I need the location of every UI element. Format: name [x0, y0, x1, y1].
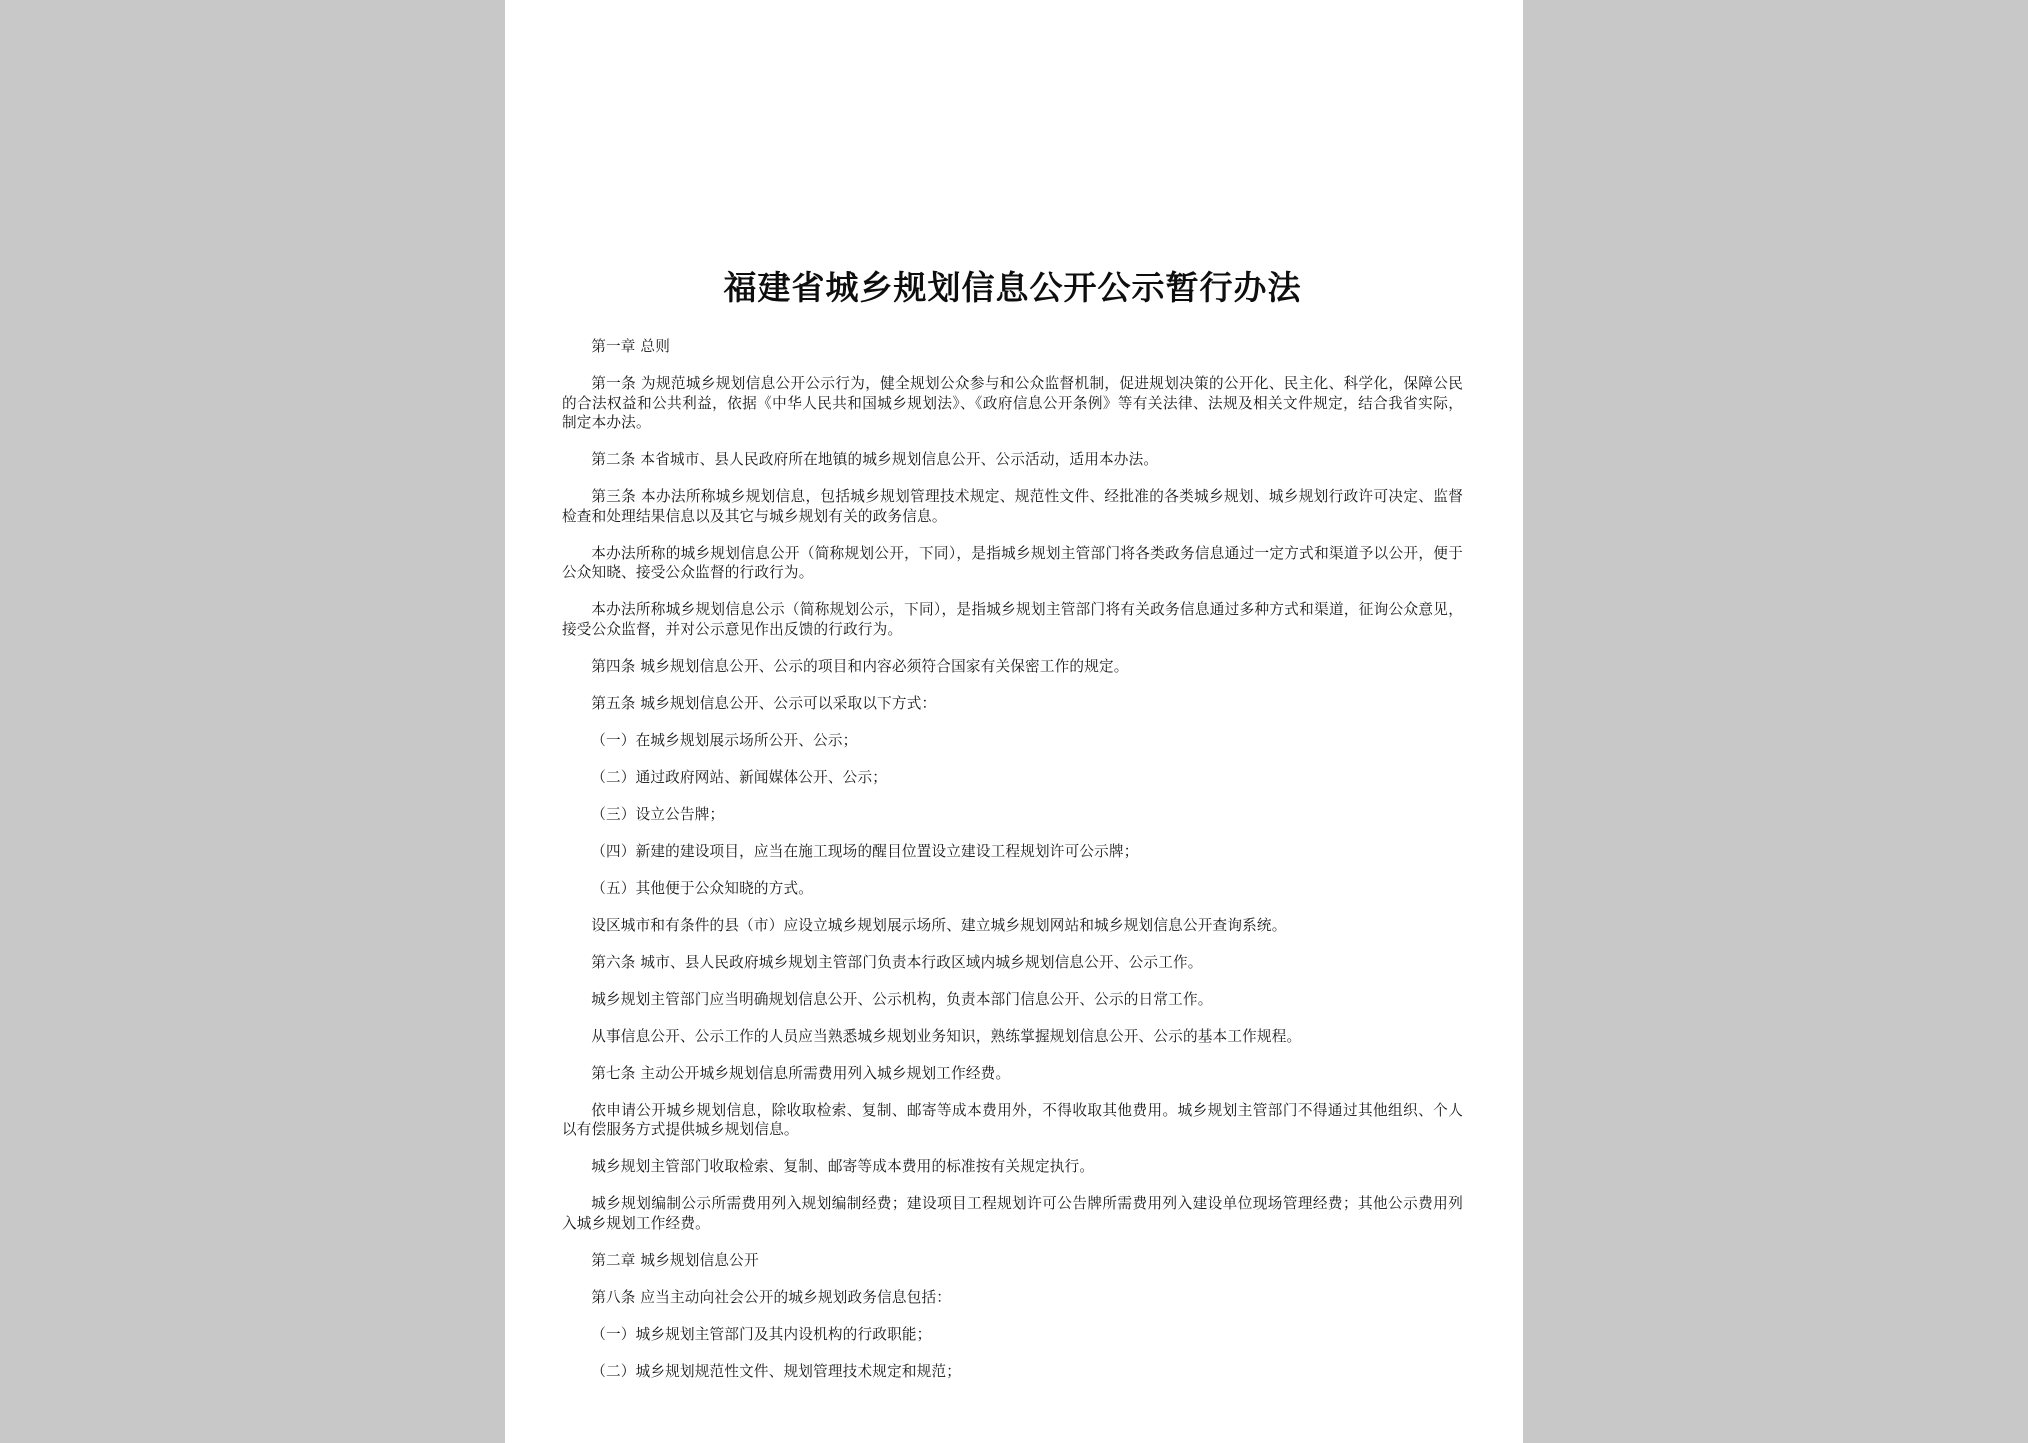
article-paragraph: 设区城市和有条件的县（市）应设立城乡规划展示场所、建立城乡规划网站和城乡规划信息公开查询系统。 — [591, 916, 1287, 934]
list-item: （一）城乡规划主管部门及其内设机构的行政职能； — [591, 1325, 932, 1343]
list-item: （一）在城乡规划展示场所公开、公示； — [591, 731, 858, 749]
article-paragraph: 第二条 本省城市、县人民政府所在地镇的城乡规划信息公开、公示活动，适用本办法。 — [591, 451, 1159, 468]
article-paragraph: 第四条 城乡规划信息公开、公示的项目和内容必须符合国家有关保密工作的规定。 — [591, 657, 1129, 675]
article-paragraph: 第五条 城乡规划信息公开、公示可以采取以下方式： — [591, 694, 937, 712]
chapter-heading: 第一章 总则 — [591, 338, 670, 355]
document-page — [505, 0, 1523, 1443]
list-item: （三）设立公告牌； — [591, 805, 725, 823]
article-paragraph: 本办法所称的城乡规划信息公开（简称规划公开，下同），是指城乡规划主管部门将各类政务信息通过一定方式和渠道予以公开，便于公众知晓、接受公众监督的行政行为。 — [562, 544, 1463, 581]
list-item: （二）通过政府网站、新闻媒体公开、公示； — [591, 768, 888, 786]
article-paragraph: 依申请公开城乡规划信息，除收取检索、复制、邮寄等成本费用外，不得收取其他费用。城乡规划主管部门不得通过其他组织、个人以有偿服务方式提供城乡规划信息。 — [562, 1101, 1463, 1138]
article-paragraph: 第七条 主动公开城乡规划信息所需费用列入城乡规划工作经费。 — [591, 1064, 1011, 1082]
article-paragraph: 从事信息公开、公示工作的人员应当熟悉城乡规划业务知识，熟练掌握规划信息公开、公示的基本工作规程。 — [591, 1027, 1302, 1045]
list-item: （四）新建的建设项目，应当在施工现场的醒目位置设立建设工程规划许可公示牌； — [591, 842, 1139, 860]
list-item: （五）其他便于公众知晓的方式。 — [591, 879, 814, 897]
article-paragraph: 城乡规划主管部门应当明确规划信息公开、公示机构，负责本部门信息公开、公示的日常工作。 — [591, 990, 1213, 1008]
document-title: 福建省城乡规划信息公开公示暂行办法 — [723, 268, 1302, 307]
article-paragraph: 第一条 为规范城乡规划信息公开公示行为，健全规划公众参与和公众监督机制，促进规划决策的公开化、民主化、科学化，保障公民的合法权益和公共利益，依据《中华人民共和国城乡规划法》、《政府信息公开条例》等有关法律、法规及相关文件规定，结合我省实际，制定本办法。 — [562, 375, 1463, 431]
article-paragraph: 城乡规划主管部门收取检索、复制、邮寄等成本费用的标准按有关规定执行。 — [591, 1158, 1095, 1175]
article-paragraph: 城乡规划编制公示所需费用列入规划编制经费；建设项目工程规划许可公告牌所需费用列入建设单位现场管理经费；其他公示费用列入城乡规划工作经费。 — [562, 1195, 1463, 1232]
article-paragraph: 第三条 本办法所称城乡规划信息，包括城乡规划管理技术规定、规范性文件、经批准的各类城乡规划、城乡规划行政许可决定、监督检查和处理结果信息以及其它与城乡规划有关的政务信息。 — [562, 488, 1463, 525]
article-paragraph: 本办法所称城乡规划信息公示（简称规划公示，下同），是指城乡规划主管部门将有关政务信息通过多种方式和渠道，征询公众意见，接受公众监督，并对公示意见作出反馈的行政行为。 — [562, 601, 1463, 638]
chapter-heading: 第二章 城乡规划信息公开 — [591, 1251, 759, 1269]
article-paragraph: 第八条 应当主动向社会公开的城乡规划政务信息包括： — [591, 1288, 952, 1306]
document-body — [562, 337, 1463, 1381]
article-paragraph: 第六条 城市、县人民政府城乡规划主管部门负责本行政区域内城乡规划信息公开、公示工作。 — [591, 953, 1203, 971]
list-item: （二）城乡规划规范性文件、规划管理技术规定和规范； — [591, 1362, 962, 1380]
